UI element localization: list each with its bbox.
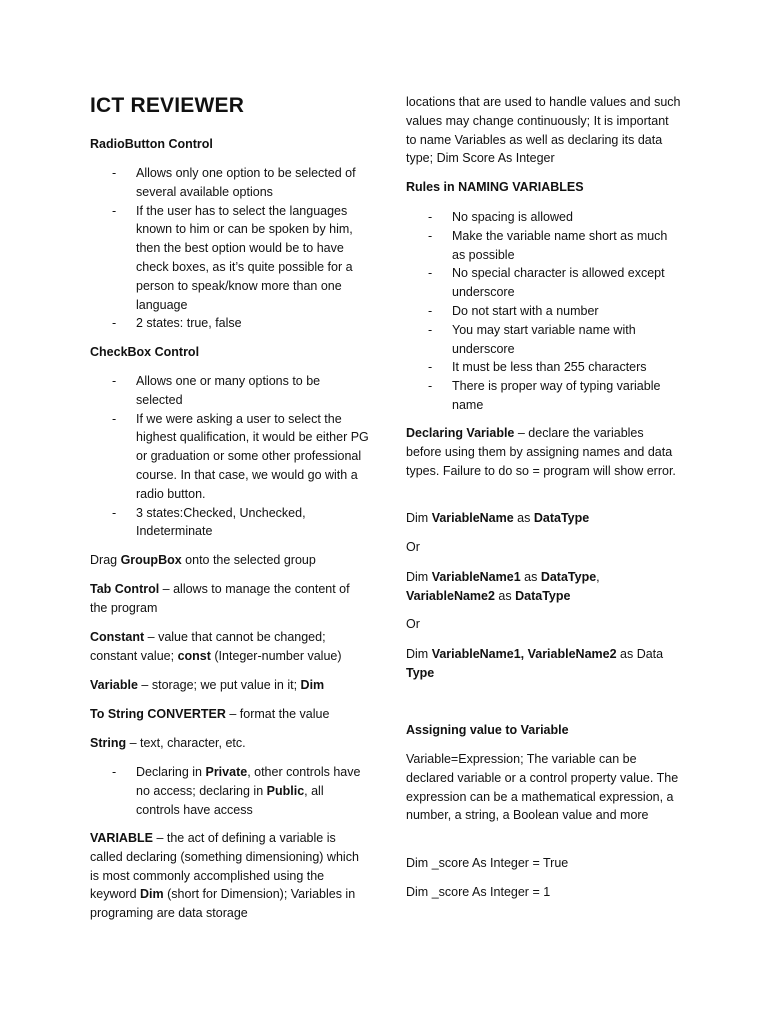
list-item: - It must be less than 255 characters — [406, 358, 682, 377]
dim-syntax-2: Dim VariableName1 as DataType, VariableName2 as DataType — [406, 570, 600, 603]
list-item: - 3 states:Checked, Unchecked, Indeterminate — [90, 504, 370, 542]
dim-syntax-3: Dim VariableName1, VariableName2 as Data Type — [406, 647, 664, 680]
radiobutton-list — [90, 164, 370, 333]
list-item: - No special character is allowed except underscore — [406, 264, 682, 302]
or-separator: Or — [406, 540, 420, 554]
list-item: - Allows one or many options to be selected — [90, 372, 370, 410]
list-item: - If we were asking a user to select the highest qualification, it would be either PG or graduation or some other professional course. In that case, we would go with a radio button. — [90, 410, 370, 504]
assigning-paragraph: Variable=Expression; The variable can be declared variable or a control property value. The expression can be a mathematical expression, a number, a string, a Boolean value and more — [406, 752, 679, 823]
or-separator: Or — [406, 617, 420, 631]
assigning-heading: Assigning value to Variable — [406, 723, 569, 737]
radiobutton-heading: RadioButton Control — [90, 137, 213, 151]
list-item: - Do not start with a number — [406, 302, 682, 321]
variable-definition-paragraph: VARIABLE – the act of defining a variable is called declaring (something dimensioning) which is most commonly accomplished using the keyword Dim (short for Dimension); Variables in programing are data storage — [90, 831, 359, 921]
groupbox-paragraph: Drag GroupBox onto the selected group — [90, 553, 316, 567]
dim-syntax-1: Dim VariableName as DataType — [406, 511, 590, 525]
checkbox-list — [90, 372, 370, 541]
list-item: - Allows only one option to be selected of several available options — [90, 164, 370, 202]
list-item: - Make the variable name short as much as possible — [406, 227, 682, 265]
declaring-variable-paragraph: Declaring Variable – declare the variables before using them by assigning names and data types. Failure to do so = program will show error. — [406, 426, 676, 478]
declaring-list — [90, 763, 370, 819]
list-item: - 2 states: true, false — [90, 314, 370, 333]
document-title: ICT REVIEWER — [90, 94, 245, 117]
rules-list — [406, 208, 682, 415]
list-item: - There is proper way of typing variable name — [406, 377, 682, 415]
list-item: - You may start variable name with underscore — [406, 321, 682, 359]
constant-paragraph: Constant – value that cannot be changed; constant value; const (Integer-number value) — [90, 630, 342, 663]
string-paragraph: String – text, character, etc. — [90, 736, 246, 750]
code-example-2: Dim _score As Integer = 1 — [406, 885, 551, 899]
variable-paragraph: Variable – storage; we put value in it; Dim — [90, 678, 325, 692]
code-example-1: Dim _score As Integer = True — [406, 856, 569, 870]
list-item: - No spacing is allowed — [406, 208, 682, 227]
tab-control-paragraph: Tab Control – allows to manage the content of the program — [90, 582, 350, 615]
tostring-paragraph: To String CONVERTER – format the value — [90, 707, 330, 721]
list-item: - If the user has to select the languages known to him or can be spoken by him, then the best option would be to have check boxes, as it’s quite possible for a person to speak/know more than one language — [90, 202, 370, 315]
checkbox-heading: CheckBox Control — [90, 345, 200, 359]
rules-heading: Rules in NAMING VARIABLES — [406, 180, 584, 194]
continuation-paragraph: locations that are used to handle values and such values may change continuously; It is important to name Variables as well as declaring its data type; Dim Score As Integer — [406, 95, 681, 166]
list-item: - Declaring in Private, other controls have no access; declaring in Public, all controls have access — [90, 763, 370, 819]
